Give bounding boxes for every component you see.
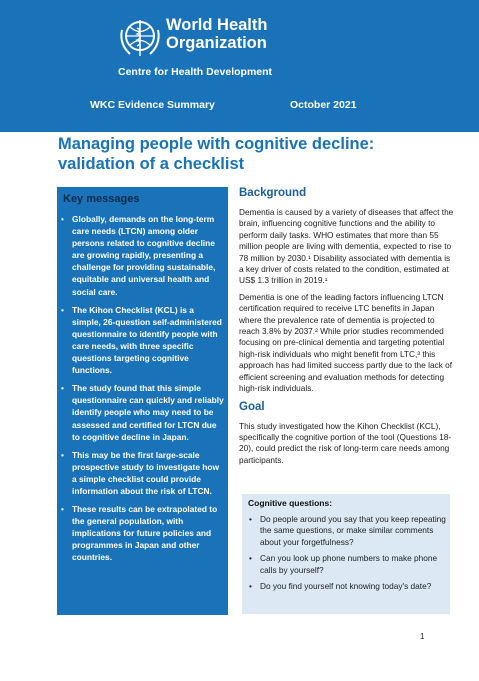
- cognitive-questions-box: [242, 494, 450, 614]
- title-line1: Managing people with cognitive decline:: [58, 135, 375, 153]
- key-messages-heading: Key messages: [63, 193, 140, 205]
- who-emblem-icon: [116, 14, 164, 62]
- org-name-line2: Organization: [166, 34, 267, 52]
- org-subtitle: Centre for Health Development: [118, 66, 273, 78]
- org-name: [166, 16, 267, 52]
- org-name-line1: World Health: [166, 16, 268, 34]
- goal-heading: Goal: [239, 400, 265, 413]
- list-item: • Do you find yourself not knowing today's date?: [242, 581, 450, 592]
- list-item: • The study found that this simple questionnaire can quickly and reliably identify people who may need to be assessed and certified for LTCN due to cognitive decline in Japan.: [57, 382, 228, 442]
- summary-date: October 2021: [290, 99, 357, 111]
- summary-line: [90, 99, 390, 111]
- goal-paragraph: This study investigated how the Kihon Checklist (KCL), specifically the cognitive portion of the tool (Questions 18-20), could predict the risk of long-term care needs among participants.: [239, 420, 452, 465]
- list-item: • These results can be extrapolated to the general population, with implications for future policies and programmes in Japan and other countries.: [57, 503, 228, 563]
- list-item: • Do people around you say that you keep repeating the same questions, or make similar comments about your forgetfulness?: [242, 514, 450, 548]
- list-item: • Globally, demands on the long-term care needs (LTCN) among older persons related to cognitive decline are growing rapidly, presenting a challenge for providing sustainable, equitable and universal health and social care.: [57, 213, 228, 298]
- header-banner: [0, 0, 479, 132]
- list-item: • This may be the first large-scale prospective study to investigate how a simple checklist could provide information about the risk of LTCN.: [57, 449, 228, 497]
- background-paragraph-1: Dementia is caused by a variety of diseases that affect the brain, influencing cognitive functions and the ability to perform daily tasks. WHO estimates that more than 55 million people are living with dementia, expected to rise to 78 million by 2030.¹ Disability associated with dementia is a key driver of costs related to the condition, estimated at US$ 1.3 trillion in 2019.¹: [239, 207, 454, 286]
- page-number: 1: [420, 632, 425, 641]
- list-item: • The Kihon Checklist (KCL) is a simple, 26-question self-administered questionnaire to identify people with care needs, with three specific questions targeting cognitive functions.: [57, 304, 228, 377]
- background-heading: Background: [239, 187, 307, 199]
- key-messages-box: [57, 187, 228, 615]
- cognitive-questions-list: [242, 514, 450, 597]
- page-title: [58, 134, 438, 174]
- key-messages-list: [57, 213, 228, 570]
- summary-label: WKC Evidence Summary: [90, 99, 215, 111]
- cognitive-questions-title: Cognitive questions:: [248, 498, 333, 508]
- list-item: • Can you look up phone numbers to make phone calls by yourself?: [242, 553, 450, 576]
- title-line2: validation of a checklist: [58, 155, 245, 173]
- main-column: [239, 187, 454, 471]
- background-paragraph-2: Dementia is one of the leading factors influencing LTCN certification required to receive LTC benefits in Japan where the prevalence rate of dementia is projected to reach 3.8% by 2037.² While prior studies recommended focusing on pre-clinical dementia and targeting potential high-risk individuals who might benefit from LTC,³ this approach has had limited success partly due to the lack of efficient screening and evaluation methods for detecting high-risk individuals.: [239, 291, 453, 394]
